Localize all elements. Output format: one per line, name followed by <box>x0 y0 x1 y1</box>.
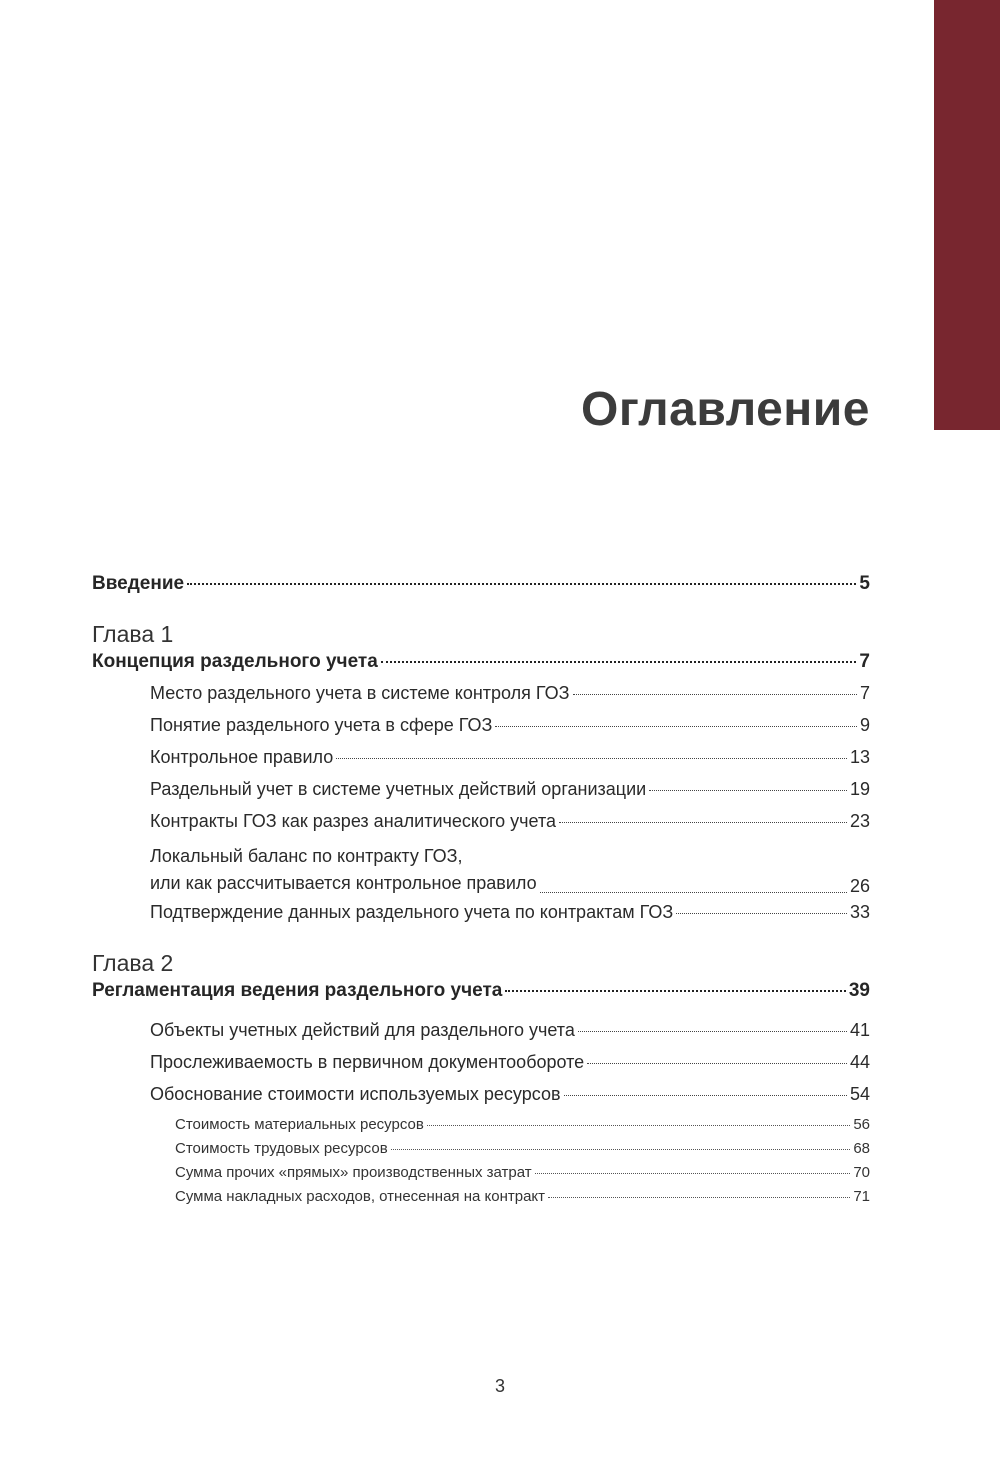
toc-subitem[interactable] <box>175 1140 870 1164</box>
toc-item-title <box>150 843 537 897</box>
toc-item[interactable] <box>150 747 870 779</box>
toc-subitem[interactable] <box>175 1164 870 1188</box>
toc-item[interactable] <box>150 779 870 811</box>
toc-subitem[interactable] <box>175 1116 870 1140</box>
page-number: 3 <box>494 1376 505 1396</box>
toc-item-title: Контракты ГОЗ как разрез аналитического учета <box>150 811 557 831</box>
dot-leader <box>676 913 847 914</box>
toc-subitem[interactable] <box>175 1188 870 1212</box>
dot-leader <box>540 892 847 893</box>
toc-item-title: Подтверждение данных раздельного учета по контрактам ГОЗ <box>150 902 674 922</box>
dot-leader <box>587 1063 847 1064</box>
toc-item-page: 13 <box>849 747 870 767</box>
dot-leader <box>559 822 847 823</box>
toc-item[interactable] <box>150 811 870 843</box>
toc-item-page: 41 <box>849 1020 870 1040</box>
toc-item-page: 26 <box>849 876 870 896</box>
toc-entry-title: Концепция раздельного учета <box>92 651 378 672</box>
dot-leader <box>391 1149 851 1150</box>
toc-item-title-line1: Локальный баланс по контракту ГОЗ, <box>150 846 463 866</box>
toc-subitem-page: 70 <box>853 1164 870 1181</box>
toc-subitem-page: 71 <box>853 1188 870 1205</box>
dot-leader <box>336 758 847 759</box>
toc-entry-page: 5 <box>859 573 870 594</box>
toc-entry-chapter-1[interactable] <box>92 651 870 683</box>
toc-subitem-title: Стоимость трудовых ресурсов <box>175 1140 388 1157</box>
color-tab-marker <box>934 0 1000 430</box>
toc-item[interactable] <box>150 683 870 715</box>
toc-item-page: 9 <box>859 715 870 735</box>
toc-item[interactable] <box>150 902 870 934</box>
toc-subitem-page: 56 <box>853 1116 870 1133</box>
toc-entry-title: Регламентация ведения раздельного учета <box>92 980 503 1001</box>
toc-item-page: 19 <box>849 779 870 799</box>
dot-leader <box>649 790 847 791</box>
toc-item-title-line2: или как рассчитывается контрольное правило <box>150 873 537 893</box>
dot-leader <box>427 1125 850 1126</box>
toc-entry-page: 7 <box>859 651 870 672</box>
dot-leader <box>548 1197 850 1198</box>
toc-item-title: Раздельный учет в системе учетных действий организации <box>150 779 647 799</box>
dot-leader <box>564 1095 847 1096</box>
toc-item-title: Контрольное правило <box>150 747 334 767</box>
toc-item[interactable] <box>150 1084 870 1116</box>
dot-leader <box>505 990 846 992</box>
toc-entry-intro[interactable] <box>92 573 870 605</box>
toc-entry-title: Введение <box>92 573 185 594</box>
toc-item-title: Объекты учетных действий для раздельного учета <box>150 1020 575 1040</box>
toc-item[interactable] <box>150 715 870 747</box>
toc-item-page: 44 <box>849 1052 870 1072</box>
toc-item-page: 23 <box>849 811 870 831</box>
toc-item-title: Прослеживаемость в первичном документообороте <box>150 1052 585 1072</box>
dot-leader <box>187 583 856 585</box>
dot-leader <box>381 661 857 663</box>
toc-subitem-title: Сумма прочих «прямых» производственных затрат <box>175 1164 532 1181</box>
page-title: Оглавление <box>581 383 870 436</box>
toc-item[interactable] <box>150 843 870 902</box>
toc-item[interactable] <box>150 1020 870 1052</box>
toc-subitem-title: Сумма накладных расходов, отнесенная на контракт <box>175 1188 546 1205</box>
toc-item-page: 7 <box>859 683 870 703</box>
table-of-contents <box>92 573 870 1212</box>
dot-leader <box>573 694 857 695</box>
toc-item[interactable] <box>150 1052 870 1084</box>
toc-item-page: 54 <box>849 1084 870 1104</box>
toc-subitem-title: Стоимость материальных ресурсов <box>175 1116 424 1133</box>
toc-subitem-page: 68 <box>853 1140 870 1157</box>
toc-item-title: Место раздельного учета в системе контроля ГОЗ <box>150 683 570 703</box>
chapter-1-label: Глава 1 <box>92 621 174 647</box>
chapter-2-label: Глава 2 <box>92 950 174 976</box>
dot-leader <box>535 1173 851 1174</box>
dot-leader <box>495 726 857 727</box>
toc-entry-chapter-2[interactable] <box>92 980 870 1012</box>
toc-item-page: 33 <box>849 902 870 922</box>
dot-leader <box>578 1031 847 1032</box>
toc-item-title: Обоснование стоимости используемых ресурсов <box>150 1084 561 1104</box>
toc-entry-page: 39 <box>848 980 870 1001</box>
toc-item-title: Понятие раздельного учета в сфере ГОЗ <box>150 715 493 735</box>
